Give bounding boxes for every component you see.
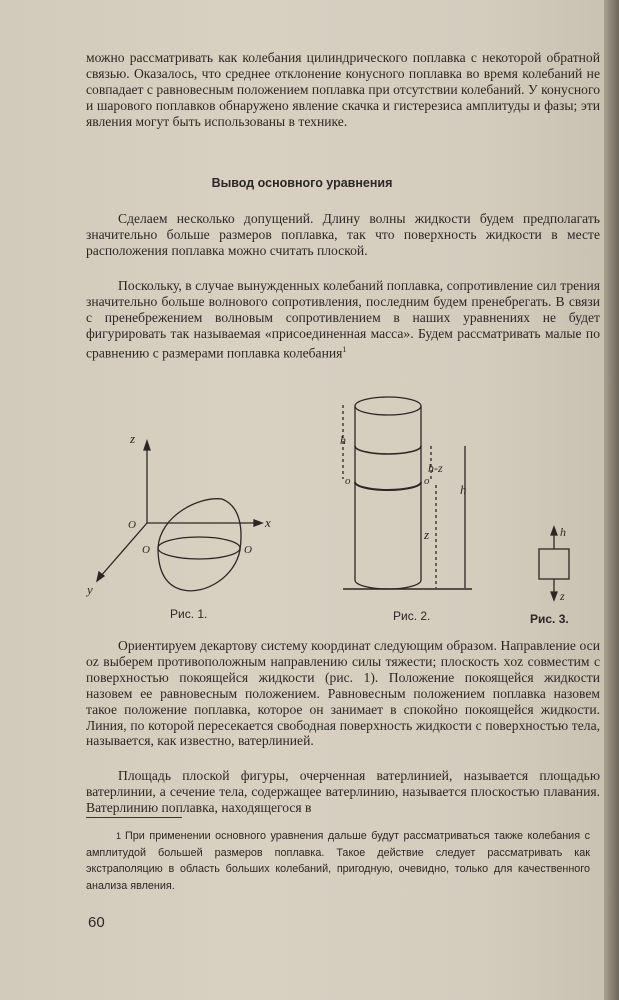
fig2-upper-ring	[355, 446, 421, 454]
paragraph-intro: можно рассматривать как колебания цилиндрического поплавка с некоторой обратной связью. Оказалось, что среднее отклонение конусного поплавка во время колебаний не совпадает с равновесным положением поплавка при отсутствии колебаний. У конусного и шарового поплавков обнаружено явление скачка и гистерезиса амплитуды и фазы; эти явления могут быть использованы в технике.	[86, 50, 600, 129]
figure-1	[97, 441, 262, 591]
fig1-float-body	[158, 499, 241, 591]
fig2-label-z: z	[424, 527, 430, 542]
page-number: 60	[88, 914, 105, 931]
paragraph-friction-text: Поскольку, в случае вынужденных колебаний поплавка, сопротивление сил трения значительно больше волнового сопротивления, последним будем пренебрегать. В связи с пренебрежением волновым сопротивлением в наших уравнениях не будет фигурировать так называемая «присоединенная масса». Будем рассматривать малые по сравнению с размерами поплавка колебания	[86, 278, 600, 361]
footnote	[86, 828, 590, 894]
figure-1-caption: Рис. 1.	[170, 607, 208, 621]
fig3-label-z: z	[560, 589, 565, 603]
fig1-label-x: x	[265, 515, 271, 530]
fig3-z-arrow-head	[551, 592, 557, 600]
figure-2	[343, 397, 472, 589]
fig3-h-arrow-head	[551, 527, 557, 535]
fig1-label-z: z	[130, 431, 136, 446]
fig2-label-h-minus-z: h-z	[428, 461, 443, 475]
fig1-label-o-right: O	[244, 544, 252, 556]
fig2-label-o-left: o	[345, 475, 351, 487]
fig2-waterline	[355, 482, 421, 490]
fig3-label-h: h	[560, 525, 566, 539]
footnote-text: При применении основного уравнения дальше будут рассматриваться также колебания с амплитудой большей размеров поплавка. Такое действие следует рассматривать как экстраполяцию в область больших колебаний, пригодную, очевидно, только для качественного анализа явления.	[86, 830, 590, 892]
paragraph-area: Площадь плоской фигуры, очерченная ватерлинией, называется площадью ватерлинии, а сечение тела, содержащее ватерлинию, называется плоскостью плавания. Ватерлинию поплавка, находящегося в	[86, 768, 600, 815]
fig1-waterline	[158, 537, 240, 559]
footnote-separator	[86, 817, 182, 818]
fig1-x-arrow	[254, 520, 262, 526]
footnote-reference: 1	[342, 344, 347, 354]
figure-2-caption: Рис. 2.	[393, 609, 431, 623]
fig1-y-axis	[100, 523, 147, 577]
fig3-float-square	[539, 549, 569, 579]
fig2-label-h-long: h	[460, 482, 467, 497]
fig2-label-o-right: o	[424, 475, 430, 487]
section-heading: Вывод основного уравнения	[211, 176, 393, 190]
paragraph-coordinates: Ориентируем декартову систему координат следующим образом. Направление оси oz выберем противоположным направлению силы тяжести; плоскость xoz совместим с поверхностью покоящейся жидкости (рис. 1). Положение покоящейся жидкости назовем ее равновесным положением. Равновесным положением поплавка назовем такое положение поплавка, которое он занимает в спокойно покоящейся жидкости. Линия, по которой пересекается свободная поверхность жидкости с поверхностью тела, называется, как известно, ватерлинией.	[86, 638, 600, 749]
paragraph-assumptions: Сделаем несколько допущений. Длину волны жидкости будем предполагать значительно больше размеров поплавка, так что поверхность жидкости в месте расположения поплавка можно считать плоской.	[86, 211, 600, 258]
fig1-label-o-axis: O	[128, 519, 136, 531]
fig2-cylinder-bottom	[355, 580, 421, 589]
fig2-label-h: h	[340, 433, 346, 447]
fig2-cylinder-top	[355, 397, 421, 415]
fig1-label-y: y	[87, 582, 93, 597]
fig1-label-o-left: O	[142, 544, 150, 556]
footnote-mark: 1	[116, 831, 122, 841]
figure-3-caption: Рис. 3.	[530, 612, 569, 626]
fig1-z-arrow	[144, 441, 150, 450]
